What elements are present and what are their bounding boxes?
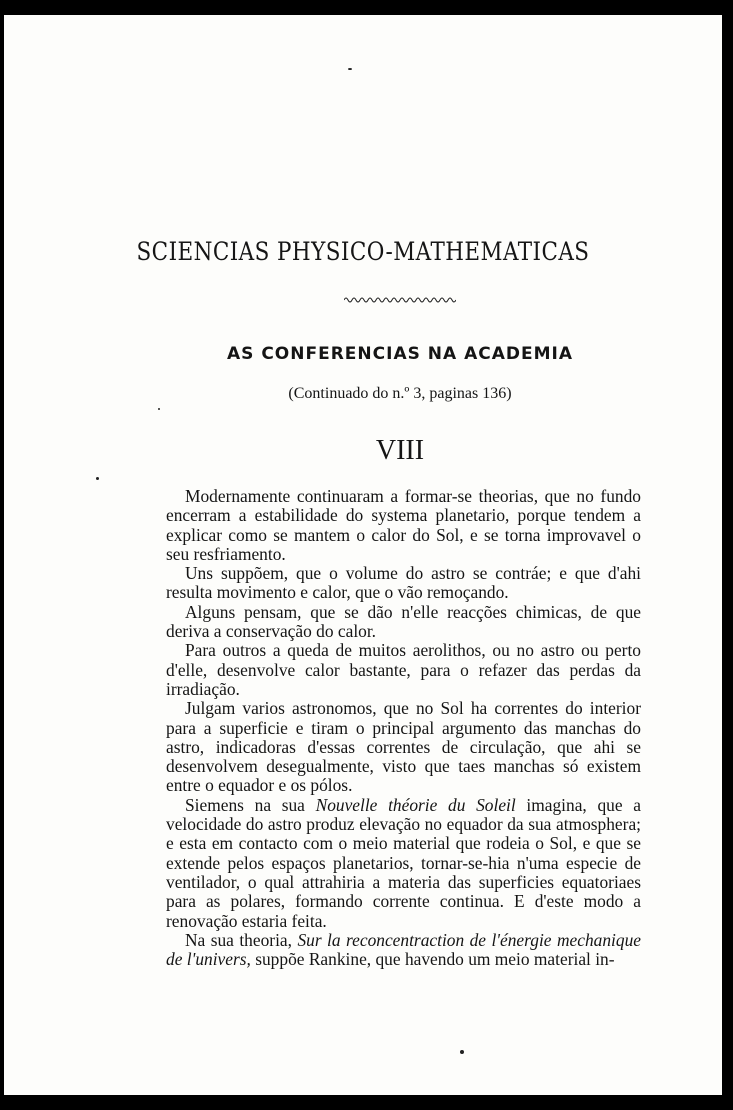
paragraph [166,796,641,931]
continuation-note: (Continuado do n.º 3, paginas 136) [288,385,512,402]
paragraph-text: Na sua theoria, [185,929,292,950]
book-title: Sur la reconcentraction de l'énergie mechanique de l'univers, [166,929,641,970]
paper-speck [96,477,99,480]
paragraph: Para outros a queda de muitos aerolithos, ou no astro ou perto d'elle, desenvolve calor bastante, para o refazer das perdas da irradiação. [166,640,641,699]
wavy-rule-ornament [344,295,456,305]
paragraph [166,931,641,970]
book-title: Nouvelle théorie du Soleil [315,794,516,815]
paper-speck [460,1050,464,1054]
paper-speck [158,408,160,410]
paragraph-text: imagina, que a velocidade do astro produz elevação no equador da sua atmosphera; e esta em contacto com o meio material que rodeia o Sol, e que se extende pelos espaços planetarios, tornar-se-hia n'uma especie de ventilador, o qual attrahiria a materia das superficies equatoriaes para as polares, formando corrente continua. E d'este modo a renovação estaria feita. [166,794,641,931]
paragraph: Uns suppõem, que o volume do astro se contráe; e que d'ahi resulta movimento e calor, que o vão remoçando. [166,563,641,603]
paragraph: Julgam varios astronomos, que no Sol ha correntes do interior para a superficie e tiram o principal argumento das manchas do astro, indicadoras d'essas correntes de circulação, que ahi se desenvolvem desegualmente, visto que taes manchas só existem entre o equador e os pólos. [166,698,641,796]
document-page [4,15,722,1095]
paragraph: Modernamente continuaram a formar-se theorias, que no fundo encerram a estabilidade do systema planetario, porque tendem a explicar como se mantem o calor do Sol, e se torna improvavel o seu resfriamento. [166,486,641,564]
paragraph-text: suppõe Rankine, que havendo um meio material in- [255,949,615,970]
paragraph-text: Siemens na sua [185,794,305,815]
chapter-number: VIII [375,435,425,466]
paragraph: Alguns pensam, que se dão n'elle reacções chimicas, de que deriva a conservação do calor. [166,601,641,642]
section-title: SCIENCIAS PHYSICO-MATHEMATICAS [136,237,590,266]
paper-speck [348,68,352,70]
body-text [166,487,641,969]
article-title: AS CONFERENCIAS NA ACADEMIA [227,344,573,364]
